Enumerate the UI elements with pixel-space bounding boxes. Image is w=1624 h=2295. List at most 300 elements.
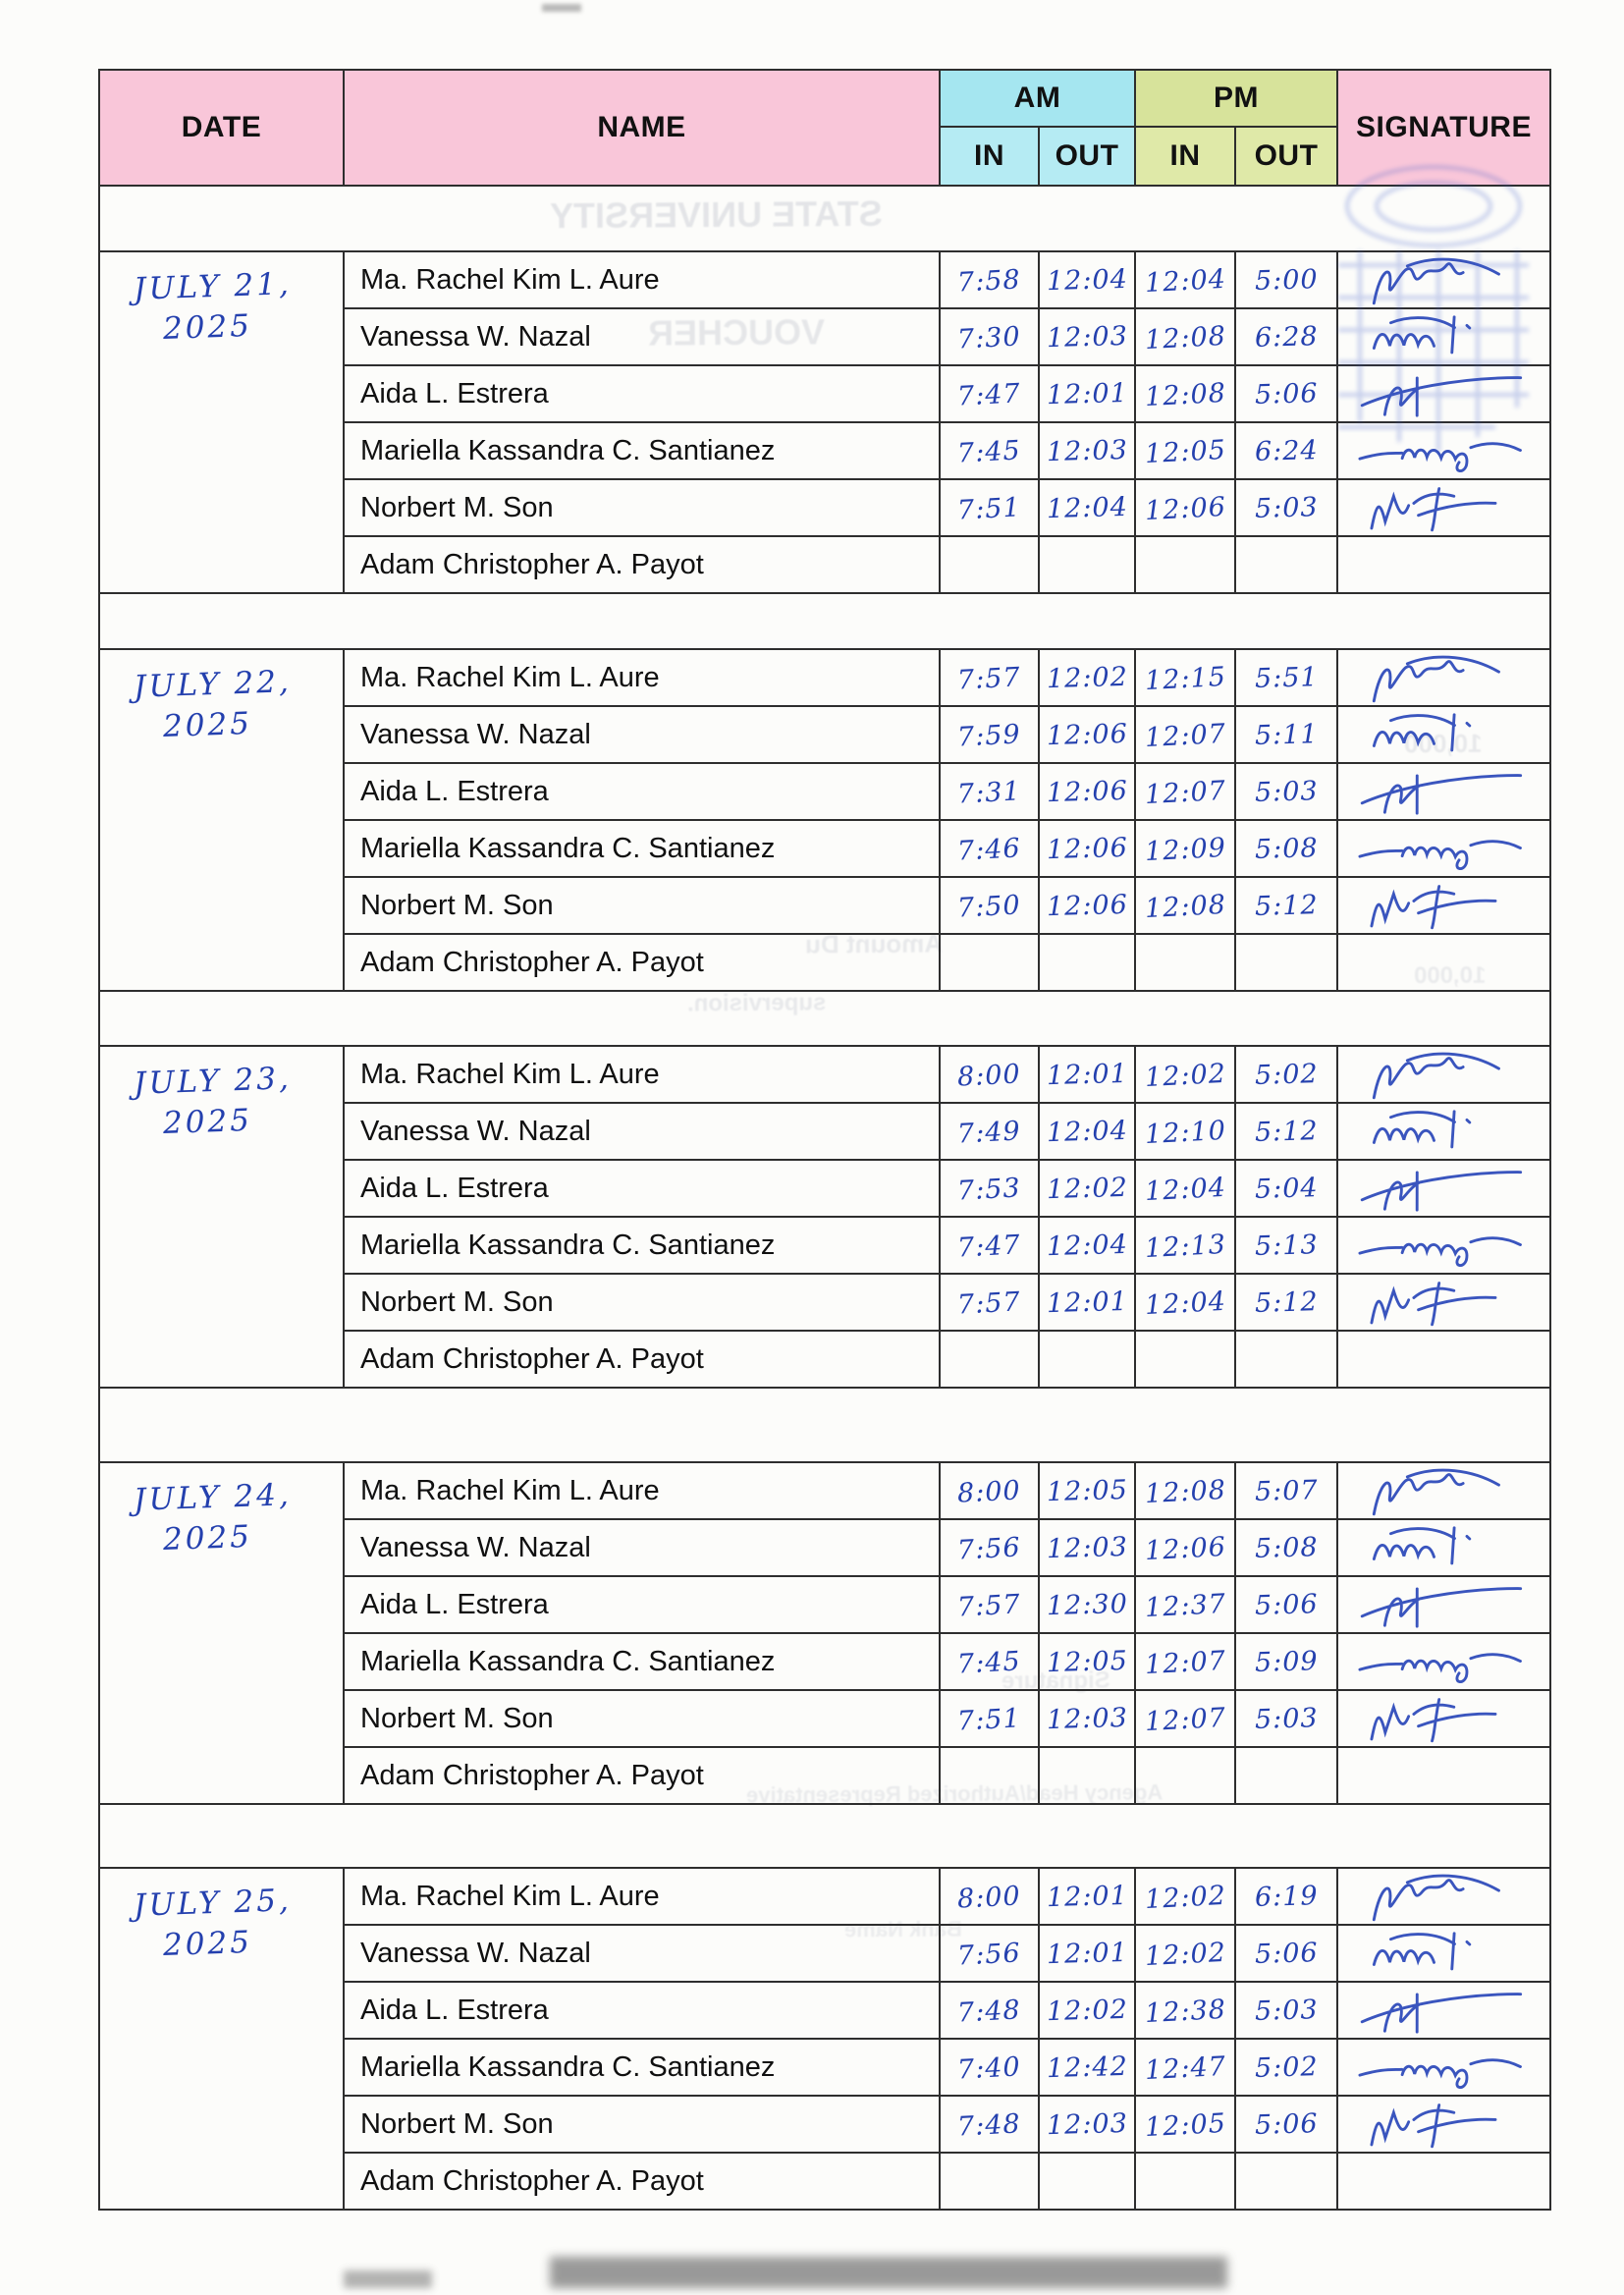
time-pm-out	[1236, 1634, 1338, 1691]
time-am-in-text: 7:45	[956, 434, 1022, 469]
signature-cell	[1338, 423, 1549, 480]
time-am-in-text: 7:57	[956, 1285, 1022, 1321]
time-pm-in	[1136, 2154, 1236, 2211]
time-pm-out-text: 6:19	[1254, 1880, 1319, 1913]
signature-scribble	[1348, 1454, 1540, 1527]
time-pm-out-text: 5:00	[1254, 263, 1319, 297]
time-pm-out-text: 6:24	[1254, 434, 1319, 467]
employee-name	[345, 1926, 941, 1983]
time-am-out	[1040, 2040, 1136, 2097]
time-pm-out	[1236, 1748, 1338, 1805]
signature-cell	[1338, 1577, 1549, 1634]
time-pm-out	[1236, 2097, 1338, 2154]
time-am-in-text: 7:47	[956, 1229, 1022, 1264]
signature-scribble	[1349, 419, 1539, 482]
time-am-out-text: 12:03	[1046, 434, 1128, 467]
time-am-out-text: 12:04	[1046, 1115, 1128, 1148]
time-pm-out	[1236, 2154, 1338, 2211]
time-pm-in-text: 12:09	[1143, 832, 1227, 867]
time-am-out-text: 12:06	[1046, 718, 1128, 751]
time-am-out-text: 12:06	[1046, 889, 1128, 922]
employee-name-text: Vanessa W. Nazal	[360, 718, 591, 750]
employee-name-text: Mariella Kassandra C. Santianez	[360, 434, 776, 466]
signature-cell	[1338, 1463, 1549, 1520]
time-am-out	[1040, 1577, 1136, 1634]
signature-cell	[1338, 366, 1549, 423]
time-pm-in	[1136, 2097, 1236, 2154]
time-am-out	[1040, 1275, 1136, 1332]
time-am-out-text: 12:03	[1046, 1702, 1128, 1735]
time-am-in-text: 7:59	[956, 718, 1022, 753]
bleedthrough-text: Amount Du	[804, 928, 944, 959]
employee-name-text: Norbert M. Son	[360, 491, 554, 523]
employee-name-text: Norbert M. Son	[360, 1285, 554, 1318]
time-pm-in-text: 12:47	[1143, 2050, 1227, 2086]
employee-name	[345, 935, 941, 992]
employee-name	[345, 480, 941, 537]
time-am-in-text: 7:56	[956, 1937, 1022, 1972]
employee-name-text: Norbert M. Son	[360, 2107, 554, 2140]
block-gap	[100, 187, 1549, 250]
employee-name	[345, 1275, 941, 1332]
employee-name	[345, 1634, 941, 1691]
employee-name	[345, 878, 941, 935]
time-am-out-text: 12:06	[1046, 775, 1128, 808]
employee-name	[345, 1983, 941, 2040]
time-am-in	[941, 935, 1040, 992]
signature-cell	[1338, 1691, 1549, 1748]
employee-name-text: Aida L. Estrera	[360, 775, 549, 807]
employee-name-text: Aida L. Estrera	[360, 1994, 549, 2026]
signature-cell	[1338, 1983, 1549, 2040]
time-pm-in	[1136, 1634, 1236, 1691]
time-pm-out	[1236, 1161, 1338, 1218]
time-pm-in	[1136, 1047, 1236, 1104]
time-pm-in-text: 12:02	[1143, 1937, 1227, 1972]
time-am-out-text: 12:03	[1046, 1531, 1128, 1564]
time-am-out-text: 12:30	[1046, 1588, 1128, 1621]
employee-name-text: Mariella Kassandra C. Santianez	[360, 1645, 776, 1677]
time-am-out	[1040, 1748, 1136, 1805]
date-cell	[100, 1047, 345, 1389]
time-pm-in	[1136, 1161, 1236, 1218]
signature-cell	[1338, 1161, 1549, 1218]
attendance-table	[98, 69, 1551, 2211]
time-pm-out-text: 5:02	[1254, 1058, 1319, 1091]
employee-name-text: Mariella Kassandra C. Santianez	[360, 2050, 776, 2083]
signature-cell	[1338, 1748, 1549, 1805]
employee-name	[345, 366, 941, 423]
time-pm-out	[1236, 1577, 1338, 1634]
signature-cell	[1338, 2154, 1549, 2211]
time-pm-in	[1136, 1869, 1236, 1926]
time-am-in	[941, 1275, 1040, 1332]
employee-name-text: Ma. Rachel Kim L. Aure	[360, 661, 660, 693]
time-am-out	[1040, 650, 1136, 707]
time-am-out	[1040, 309, 1136, 366]
table-header	[100, 71, 1549, 187]
time-pm-in-text: 12:04	[1143, 263, 1227, 299]
time-am-in-text: 7:48	[956, 2107, 1022, 2143]
employee-name-text: Norbert M. Son	[360, 1702, 554, 1734]
time-am-in	[941, 1577, 1040, 1634]
time-am-in	[941, 821, 1040, 878]
signature-scribble	[1348, 641, 1540, 714]
time-pm-in	[1136, 1577, 1236, 1634]
signature-cell	[1338, 1218, 1549, 1275]
time-am-out	[1040, 1161, 1136, 1218]
time-am-in-text: 7:40	[956, 2050, 1022, 2086]
time-pm-out	[1236, 650, 1338, 707]
time-pm-in	[1136, 480, 1236, 537]
time-am-in-text: 8:00	[956, 1474, 1022, 1509]
employee-name-text: Ma. Rachel Kim L. Aure	[360, 1880, 660, 1912]
time-pm-in-text: 12:07	[1143, 1645, 1227, 1680]
employee-name	[345, 309, 941, 366]
time-pm-in	[1136, 764, 1236, 821]
time-am-out	[1040, 1926, 1136, 1983]
employee-name	[345, 707, 941, 764]
time-pm-in-text: 12:06	[1143, 491, 1227, 526]
time-am-in-text: 7:51	[956, 1702, 1022, 1737]
employee-name-text: Aida L. Estrera	[360, 1172, 549, 1204]
time-am-in	[941, 1691, 1040, 1748]
time-pm-in	[1136, 1104, 1236, 1161]
date-handwritten: JULY 24,	[133, 1477, 293, 1518]
time-am-in	[941, 2097, 1040, 2154]
employee-name	[345, 1691, 941, 1748]
time-am-in	[941, 1748, 1040, 1805]
time-am-out	[1040, 1332, 1136, 1389]
time-am-in-text: 8:00	[956, 1880, 1022, 1915]
time-am-out	[1040, 1520, 1136, 1577]
signature-scribble	[1348, 244, 1540, 316]
time-pm-in	[1136, 707, 1236, 764]
time-pm-out	[1236, 1332, 1338, 1389]
block-gap	[100, 989, 1549, 1045]
employee-name	[345, 1748, 941, 1805]
time-am-in-text: 7:48	[956, 1994, 1022, 2029]
time-am-in	[941, 1520, 1040, 1577]
time-pm-in-text: 12:05	[1143, 434, 1227, 469]
time-am-in-text: 7:47	[956, 377, 1022, 412]
time-am-out-text: 12:01	[1046, 1058, 1128, 1091]
signature-scribble	[1349, 1630, 1539, 1693]
employee-name	[345, 1463, 941, 1520]
date-cell	[100, 252, 345, 594]
column-header-pm: PM	[1136, 71, 1338, 128]
time-am-in-text: 7:49	[956, 1115, 1022, 1150]
date-handwritten: JULY 21,	[133, 266, 293, 307]
bleedthrough-text: STATE UNIVERSITY	[549, 192, 883, 237]
time-pm-out	[1236, 878, 1338, 935]
time-am-out-text: 12:04	[1046, 263, 1128, 297]
time-pm-in	[1136, 252, 1236, 309]
time-am-in	[941, 2154, 1040, 2211]
employee-name-text: Vanessa W. Nazal	[360, 320, 591, 353]
time-am-out-text: 12:01	[1046, 1285, 1128, 1319]
signature-scribble	[1349, 473, 1540, 542]
scan-smudge	[542, 4, 581, 12]
time-am-out	[1040, 764, 1136, 821]
time-pm-in	[1136, 2040, 1236, 2097]
time-pm-in-text: 12:08	[1143, 1474, 1227, 1509]
time-pm-out-text: 5:03	[1254, 1994, 1319, 2027]
time-pm-in	[1136, 423, 1236, 480]
employee-name-text: Adam Christopher A. Payot	[360, 1342, 704, 1375]
time-am-in	[941, 650, 1040, 707]
attendance-block	[100, 1867, 1549, 2211]
time-pm-out-text: 5:03	[1254, 1702, 1319, 1735]
employee-name	[345, 537, 941, 594]
time-pm-out-text: 5:04	[1254, 1172, 1319, 1205]
employee-name-text: Ma. Rachel Kim L. Aure	[360, 1058, 660, 1090]
employee-name	[345, 1332, 941, 1389]
time-pm-in	[1136, 537, 1236, 594]
time-am-in-text: 7:45	[956, 1645, 1022, 1680]
employee-name	[345, 2154, 941, 2211]
employee-name	[345, 423, 941, 480]
time-am-in-text: 7:51	[956, 491, 1022, 526]
time-am-in	[941, 707, 1040, 764]
time-pm-in-text: 12:38	[1143, 1994, 1227, 2029]
attendance-block	[100, 250, 1549, 594]
time-pm-out	[1236, 1520, 1338, 1577]
time-pm-in-text: 12:02	[1143, 1880, 1227, 1915]
employee-name	[345, 2097, 941, 2154]
time-am-out	[1040, 1047, 1136, 1104]
time-am-out-text: 12:01	[1046, 1880, 1128, 1913]
time-pm-out-text: 5:06	[1254, 2107, 1319, 2141]
attendance-block	[100, 1045, 1549, 1389]
column-header-date: DATE	[100, 71, 345, 187]
employee-name-text: Vanessa W. Nazal	[360, 1531, 591, 1563]
time-am-in-text: 7:50	[956, 889, 1022, 924]
time-am-in	[941, 480, 1040, 537]
signature-cell	[1338, 764, 1549, 821]
time-pm-in	[1136, 878, 1236, 935]
signature-scribble	[1349, 2036, 1539, 2099]
signature-cell	[1338, 252, 1549, 309]
column-header-pm-in: IN	[1136, 128, 1236, 187]
column-header-am-out: OUT	[1040, 128, 1136, 187]
time-pm-out	[1236, 1275, 1338, 1332]
signature-cell	[1338, 2097, 1549, 2154]
time-am-in-text: 7:30	[956, 320, 1022, 355]
time-am-out	[1040, 537, 1136, 594]
bleedthrough-text: VOUCHER	[647, 311, 826, 354]
time-pm-in-text: 12:04	[1143, 1172, 1227, 1207]
date-handwritten-year: 2025	[162, 1102, 253, 1142]
employee-name-text: Adam Christopher A. Payot	[360, 2164, 704, 2197]
time-pm-out	[1236, 1691, 1338, 1748]
time-pm-in-text: 12:10	[1143, 1115, 1227, 1150]
time-am-in	[941, 1634, 1040, 1691]
time-am-out	[1040, 1869, 1136, 1926]
employee-name	[345, 1047, 941, 1104]
employee-name-text: Vanessa W. Nazal	[360, 1115, 591, 1147]
time-pm-out	[1236, 1463, 1338, 1520]
time-pm-out-text: 5:51	[1254, 661, 1319, 694]
time-am-in	[941, 1104, 1040, 1161]
time-am-out-text: 12:42	[1046, 2050, 1128, 2084]
time-pm-in-text: 12:07	[1143, 775, 1227, 810]
time-pm-in	[1136, 309, 1236, 366]
time-pm-in-text: 12:06	[1143, 1531, 1227, 1566]
employee-name	[345, 1520, 941, 1577]
time-pm-out-text: 5:07	[1254, 1474, 1319, 1507]
time-pm-out	[1236, 252, 1338, 309]
time-pm-in	[1136, 1926, 1236, 1983]
employee-name	[345, 1869, 941, 1926]
employee-name-text: Adam Christopher A. Payot	[360, 1759, 704, 1791]
signature-cell	[1338, 1869, 1549, 1926]
time-am-out-text: 12:05	[1046, 1645, 1128, 1678]
time-pm-out	[1236, 1047, 1338, 1104]
bleedthrough-text: Agency Head/Authorized Representative	[745, 1779, 1164, 1808]
time-am-in	[941, 1161, 1040, 1218]
time-am-out-text: 12:01	[1046, 1937, 1128, 1970]
time-am-out	[1040, 1983, 1136, 2040]
column-header-signature: SIGNATURE	[1338, 71, 1549, 187]
time-pm-out	[1236, 423, 1338, 480]
time-am-out-text: 12:04	[1046, 491, 1128, 524]
signature-cell	[1338, 1634, 1549, 1691]
employee-name	[345, 1104, 941, 1161]
date-handwritten: JULY 22,	[133, 664, 293, 705]
time-pm-out-text: 5:08	[1254, 1531, 1319, 1564]
signature-cell	[1338, 1047, 1549, 1104]
time-pm-in	[1136, 1463, 1236, 1520]
bleedthrough-text: 10,000	[1413, 961, 1487, 990]
time-pm-in-text: 12:15	[1143, 661, 1227, 696]
employee-name	[345, 252, 941, 309]
time-am-out	[1040, 707, 1136, 764]
column-header-am: AM	[941, 71, 1136, 128]
time-pm-out	[1236, 537, 1338, 594]
signature-cell	[1338, 1332, 1549, 1389]
employee-name	[345, 2040, 941, 2097]
time-pm-out-text: 5:09	[1254, 1645, 1319, 1678]
bleedthrough-text: supervision.	[686, 989, 827, 1017]
time-pm-in-text: 12:08	[1143, 320, 1227, 355]
time-am-in	[941, 309, 1040, 366]
time-pm-out-text: 5:12	[1254, 1285, 1319, 1319]
time-pm-in	[1136, 935, 1236, 992]
time-pm-out	[1236, 1869, 1338, 1926]
time-pm-out	[1236, 480, 1338, 537]
signature-cell	[1338, 878, 1549, 935]
time-am-out-text: 12:02	[1046, 661, 1128, 694]
block-gap	[100, 1805, 1549, 1867]
time-pm-out-text: 5:03	[1254, 491, 1319, 524]
employee-name	[345, 821, 941, 878]
time-pm-out-text: 5:06	[1254, 1937, 1319, 1970]
signature-scribble	[1349, 871, 1540, 940]
time-pm-in	[1136, 1691, 1236, 1748]
bleedthrough-text: 10,000	[1403, 728, 1483, 759]
time-am-in	[941, 1047, 1040, 1104]
time-pm-out	[1236, 1983, 1338, 2040]
date-cell	[100, 1463, 345, 1805]
date-handwritten: JULY 25,	[133, 1883, 293, 1924]
time-am-out-text: 12:05	[1046, 1474, 1128, 1507]
time-pm-in	[1136, 1275, 1236, 1332]
employee-name-text: Vanessa W. Nazal	[360, 1937, 591, 1969]
signature-scribble	[1349, 2090, 1540, 2158]
time-pm-out-text: 5:06	[1254, 1588, 1319, 1621]
employee-name	[345, 1218, 941, 1275]
block-gap	[100, 594, 1549, 648]
time-am-in-text: 7:53	[956, 1172, 1022, 1207]
time-am-in	[941, 1869, 1040, 1926]
time-am-in	[941, 252, 1040, 309]
time-pm-in	[1136, 1332, 1236, 1389]
time-pm-in	[1136, 650, 1236, 707]
signature-cell	[1338, 2040, 1549, 2097]
time-pm-out	[1236, 2040, 1338, 2097]
scan-smudge	[344, 2270, 432, 2288]
signature-scribble	[1348, 1860, 1540, 1933]
scan-smudge	[550, 2257, 1227, 2288]
time-am-in-text: 7:31	[956, 775, 1022, 810]
time-pm-in-text: 12:08	[1143, 377, 1227, 412]
time-am-out	[1040, 423, 1136, 480]
signature-cell	[1338, 935, 1549, 992]
time-am-out	[1040, 252, 1136, 309]
time-am-in-text: 7:56	[956, 1531, 1022, 1566]
time-am-in	[941, 1218, 1040, 1275]
time-pm-out-text: 6:28	[1254, 320, 1319, 354]
signature-cell	[1338, 650, 1549, 707]
date-handwritten-year: 2025	[162, 307, 253, 348]
time-am-in	[941, 366, 1040, 423]
time-am-in	[941, 1983, 1040, 2040]
time-pm-out-text: 5:11	[1254, 718, 1319, 751]
time-am-in	[941, 1463, 1040, 1520]
time-pm-in	[1136, 1748, 1236, 1805]
time-pm-in	[1136, 821, 1236, 878]
column-header-pm-out: OUT	[1236, 128, 1338, 187]
date-cell	[100, 1869, 345, 2211]
time-am-in	[941, 1926, 1040, 1983]
time-pm-out	[1236, 1104, 1338, 1161]
signature-cell	[1338, 480, 1549, 537]
date-handwritten: JULY 23,	[133, 1061, 293, 1102]
time-pm-out-text: 5:12	[1254, 889, 1319, 922]
time-pm-out-text: 5:02	[1254, 2050, 1319, 2084]
time-am-out	[1040, 1104, 1136, 1161]
employee-name-text: Mariella Kassandra C. Santianez	[360, 832, 776, 864]
time-pm-out-text: 5:08	[1254, 832, 1319, 865]
bleedthrough-text: Signature	[1001, 1667, 1110, 1695]
time-am-out	[1040, 366, 1136, 423]
time-am-out-text: 12:03	[1046, 2107, 1128, 2141]
time-am-in	[941, 878, 1040, 935]
signature-cell	[1338, 821, 1549, 878]
employee-name-text: Adam Christopher A. Payot	[360, 548, 704, 580]
employee-name-text: Ma. Rachel Kim L. Aure	[360, 263, 660, 296]
time-pm-out	[1236, 764, 1338, 821]
time-pm-out	[1236, 366, 1338, 423]
time-am-in-text: 8:00	[956, 1058, 1022, 1093]
date-cell	[100, 650, 345, 992]
time-pm-in-text: 12:37	[1143, 1588, 1227, 1623]
block-gap	[100, 1389, 1549, 1461]
employee-name-text: Aida L. Estrera	[360, 1588, 549, 1620]
attendance-block	[100, 648, 1549, 992]
employee-name	[345, 764, 941, 821]
